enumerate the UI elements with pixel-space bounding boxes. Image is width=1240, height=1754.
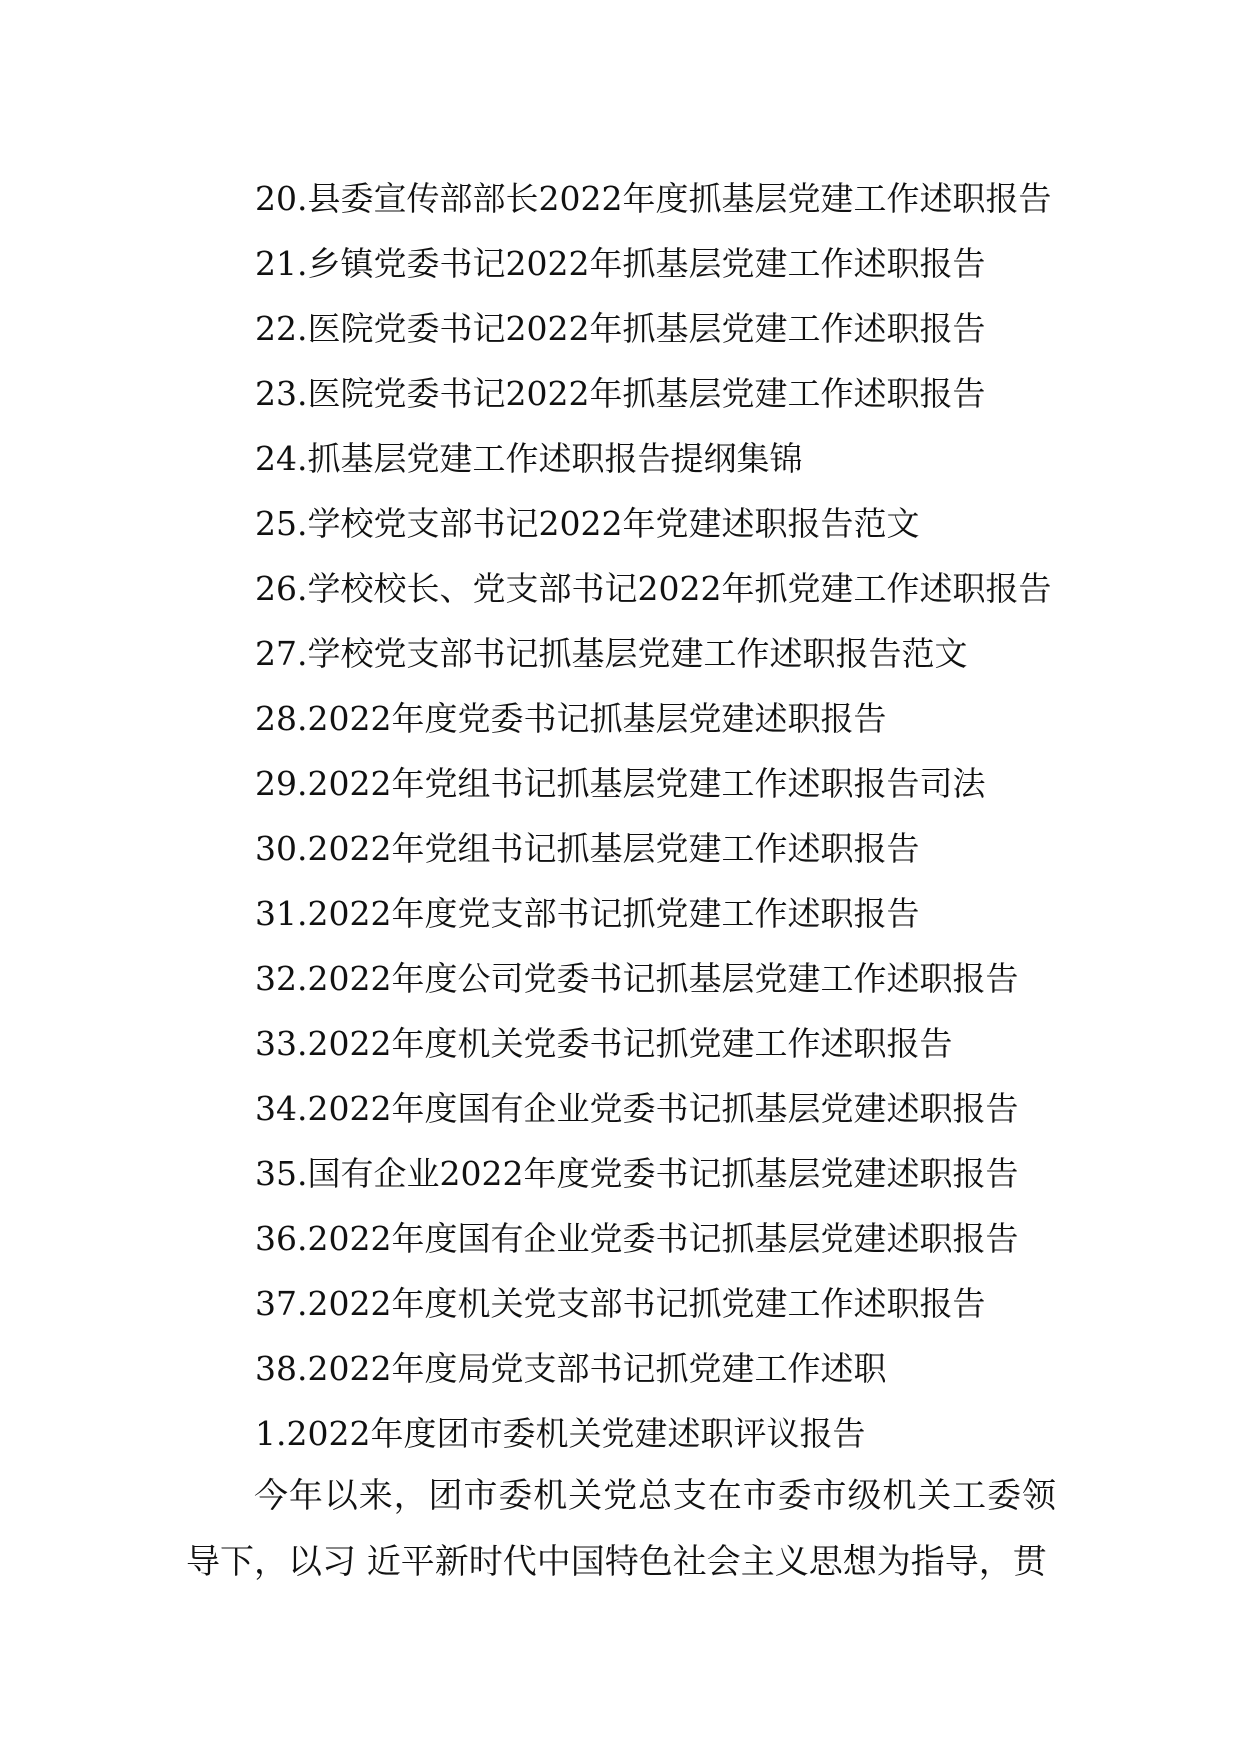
toc-item: 21.乡镇党委书记2022年抓基层党建工作述职报告: [255, 244, 986, 283]
toc-item: 34.2022年度国有企业党委书记抓基层党建述职报告: [255, 1089, 1019, 1128]
toc-item: 32.2022年度公司党委书记抓基层党建工作述职报告: [255, 959, 1019, 998]
toc-item: 38.2022年度局党支部书记抓党建工作述职: [255, 1349, 887, 1388]
toc-item: 37.2022年度机关党支部书记抓党建工作述职报告: [255, 1284, 986, 1323]
toc-item: 26.学校校长、党支部书记2022年抓党建工作述职报告: [255, 569, 1052, 608]
toc-item: 28.2022年度党委书记抓基层党建述职报告: [255, 699, 887, 738]
toc-item: 35.国有企业2022年度党委书记抓基层党建述职报告: [255, 1154, 1019, 1193]
toc-item: 20.县委宣传部部长2022年度抓基层党建工作述职报告: [255, 179, 1052, 218]
toc-item: 30.2022年党组书记抓基层党建工作述职报告: [255, 829, 920, 868]
toc-item: 27.学校党支部书记抓基层党建工作述职报告范文: [255, 634, 968, 673]
toc-item: 22.医院党委书记2022年抓基层党建工作述职报告: [255, 309, 986, 348]
toc-item: 23.医院党委书记2022年抓基层党建工作述职报告: [255, 374, 986, 413]
toc-item: 36.2022年度国有企业党委书记抓基层党建述职报告: [255, 1219, 1019, 1258]
section-heading: 1.2022年度团市委机关党建述职评议报告: [255, 1414, 866, 1453]
toc-item: 33.2022年度机关党委书记抓党建工作述职报告: [255, 1024, 953, 1063]
toc-item: 24.抓基层党建工作述职报告提纲集锦: [255, 439, 803, 478]
table-of-contents: [255, 166, 1051, 1466]
toc-item: 29.2022年党组书记抓基层党建工作述职报告司法: [255, 764, 986, 803]
toc-item: 31.2022年度党支部书记抓党建工作述职报告: [255, 894, 920, 933]
toc-item: 25.学校党支部书记2022年党建述职报告范文: [255, 504, 920, 543]
body-paragraph: 今年以来，团市委机关党总支在市委市级机关工委领导下，以习 近平新时代中国特色社会主义思想为指导，贯: [186, 1476, 1056, 1582]
